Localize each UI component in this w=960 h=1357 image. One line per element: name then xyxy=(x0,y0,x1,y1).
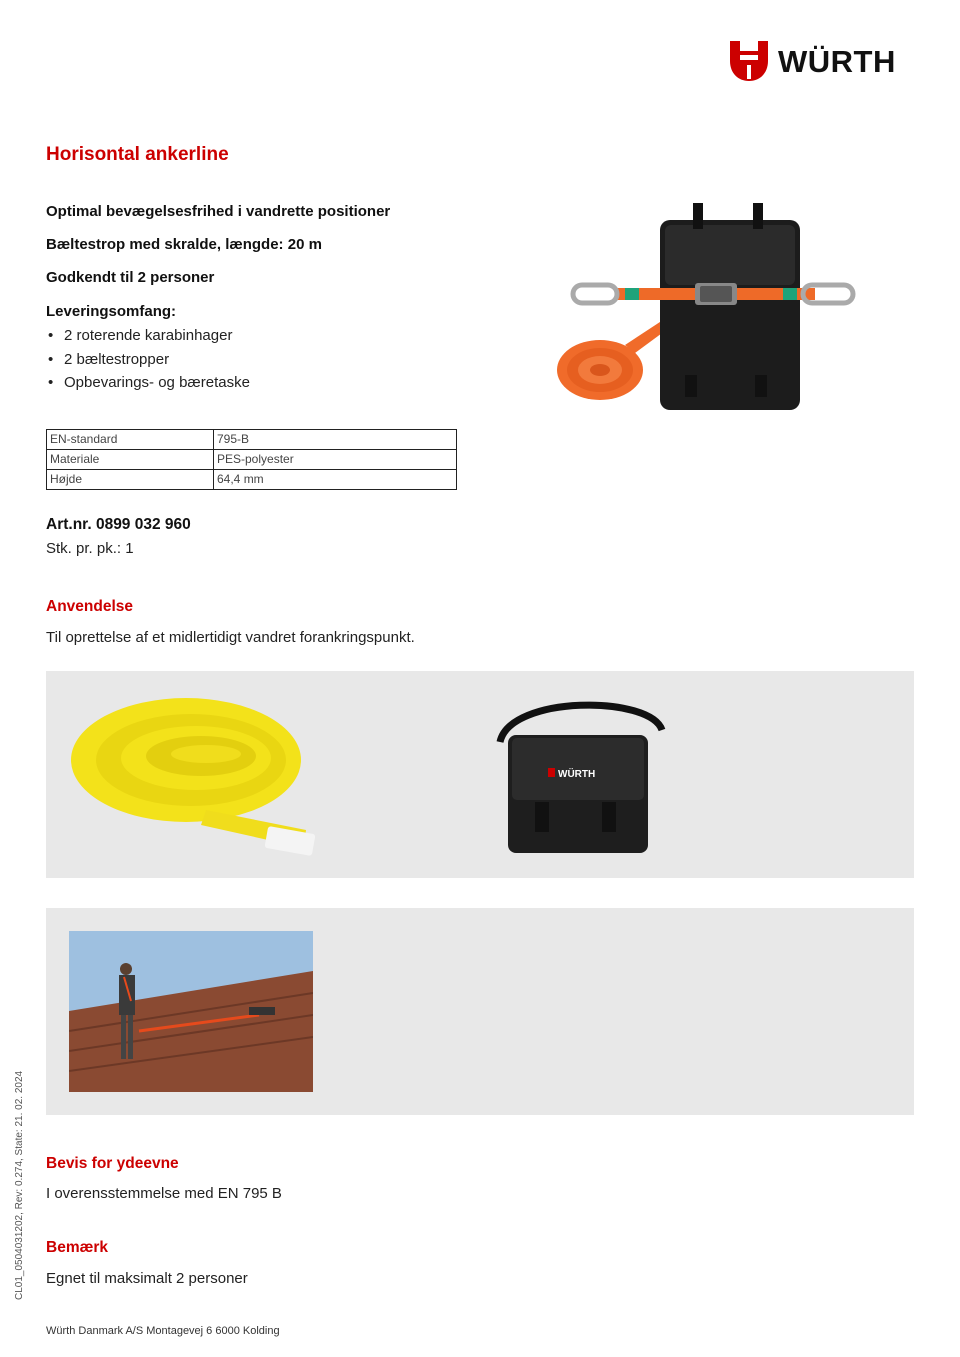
footer-address: Würth Danmark A/S Montagevej 6 6000 Kolding xyxy=(46,1325,280,1337)
product-title: Horisontal ankerline xyxy=(46,144,229,165)
table-row xyxy=(47,430,457,450)
yellow-strap-image xyxy=(66,690,326,860)
scope-list xyxy=(46,325,250,396)
spec-key: Højde xyxy=(47,470,214,490)
brand-name: WÜRTH xyxy=(778,43,896,79)
feature-line: Optimal bevægelsesfrihed i vandrette positioner xyxy=(46,203,391,220)
scope-item: • Opbevarings- og bæretaske xyxy=(46,372,250,396)
spec-value: 795-B xyxy=(214,430,457,450)
wurth-logo xyxy=(730,40,916,82)
proof-heading: Bevis for ydeevne xyxy=(46,1155,179,1172)
feature-line: Bæltestrop med skralde, længde: 20 m xyxy=(46,236,322,253)
spec-key: Materiale xyxy=(47,450,214,470)
carry-bag-image xyxy=(490,690,670,860)
product-image xyxy=(545,195,875,420)
table-row xyxy=(47,450,457,470)
scope-title: Leveringsomfang: xyxy=(46,303,177,320)
spec-table xyxy=(46,429,457,490)
spec-key: EN-standard xyxy=(47,430,214,450)
proof-text: I overensstemmelse med EN 795 B xyxy=(46,1185,282,1202)
table-row xyxy=(47,470,457,490)
usage-text: Til oprettelse af et midlertidigt vandret forankringspunkt. xyxy=(46,629,415,646)
scope-item: • 2 bæltestropper xyxy=(46,349,250,373)
note-heading: Bemærk xyxy=(46,1239,109,1256)
scope-item: • 2 roterende karabinhager xyxy=(46,325,250,349)
usage-heading: Anvendelse xyxy=(46,598,134,615)
note-text: Egnet til maksimalt 2 personer xyxy=(46,1270,248,1287)
document-revision-note: CL01_0504031202, Rev: 0.274, State: 21. 02. 2024 xyxy=(14,1070,25,1300)
wurth-logo-mark xyxy=(730,41,768,81)
roof-work-photo xyxy=(69,931,313,1092)
article-number: Art.nr. 0899 032 960 xyxy=(46,516,191,533)
svg-text:WÜRTH: WÜRTH xyxy=(558,769,596,780)
spec-value: 64,4 mm xyxy=(214,470,457,490)
spec-value: PES-polyester xyxy=(214,450,457,470)
pack-quantity: Stk. pr. pk.: 1 xyxy=(46,540,134,557)
feature-line: Godkendt til 2 personer xyxy=(46,269,215,286)
